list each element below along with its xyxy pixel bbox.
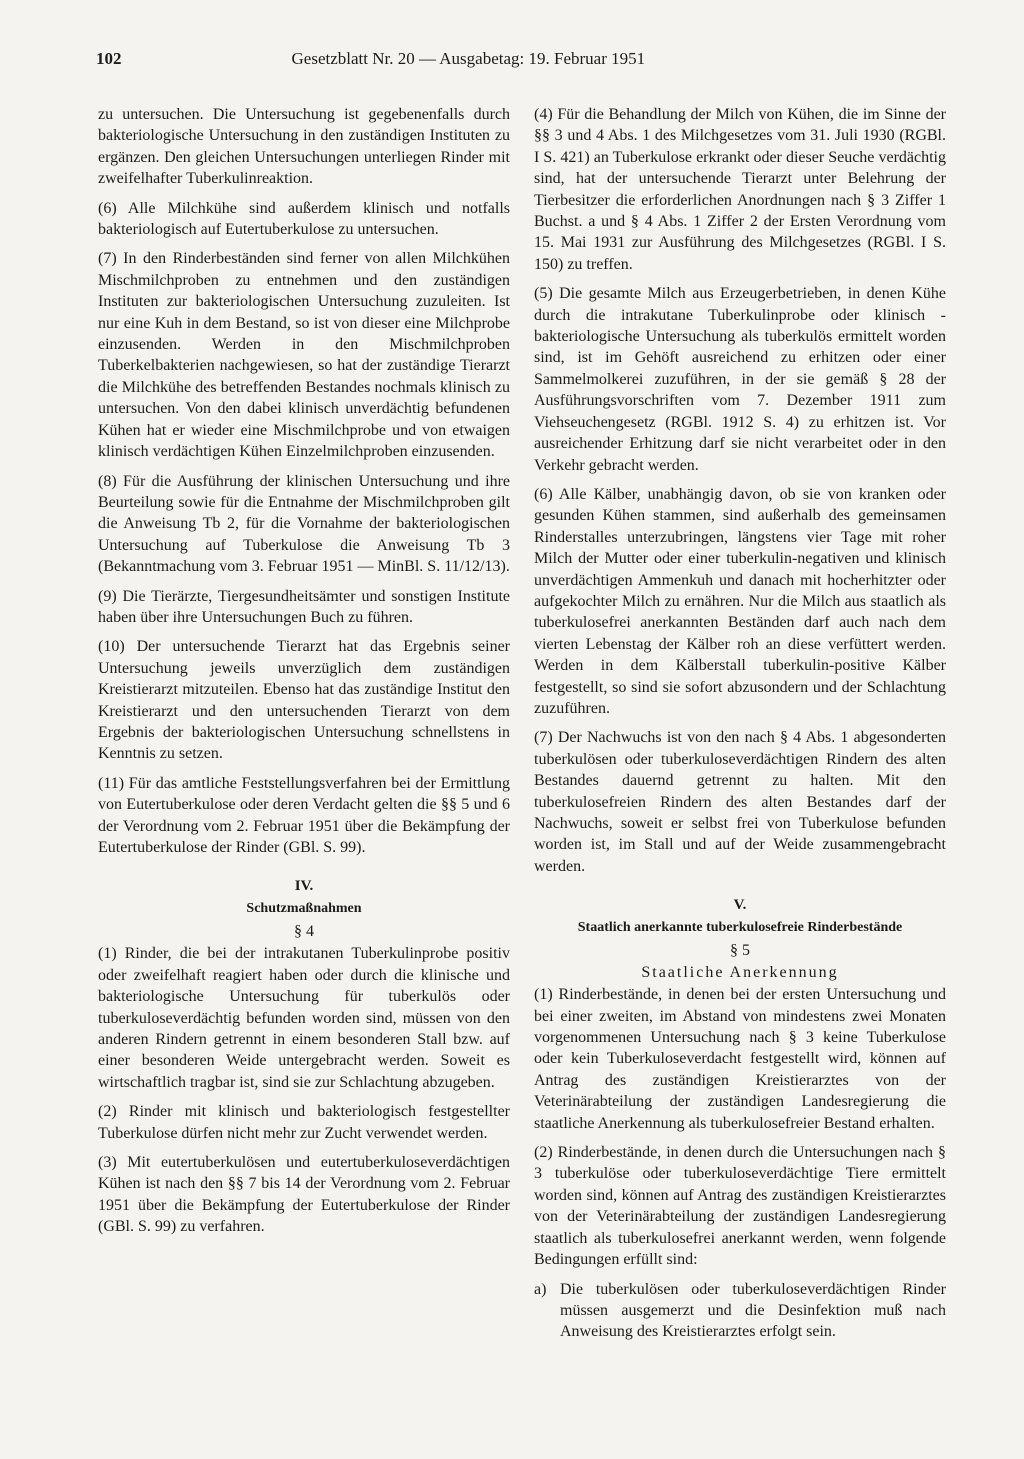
paragraph-sign: § 4 — [294, 923, 314, 941]
paragraph: (7) In den Rinderbeständen sind ferner von allen Milchkühen Mischmilchproben zu entnehmen und den zuständigen Instituten zur bakteriologischen Untersuchung zuzuleiten. Ist nur eine Kuh in dem Bestand, so ist von dieser eine Milchprobe einzusenden. Werden in den Mischmilchproben Tuberkelbakterien nachgewiesen, so hat der zuständige Tierarzt die Milchkühe des betreffenden Bestandes nochmals klinisch zu untersuchen. Von den dabei klinisch unverdächtig befundenen Kühen hat er wieder eine Mischmilchprobe und von etwaigen klinisch verdächtigen Kühen Einzelmilchproben einzusenden. — [98, 250, 510, 461]
paragraph: (7) Der Nachwuchs ist von den nach § 4 Abs. 1 abgesonderten tuberkulösen oder tuberkuloseverdächtigen Rindern des alten Bestandes dauernd getrennt zu halten. Mit den tuberkulosefreien Rindern des alten Bestandes darf der Nachwuchs, soweit er selbst frei von Tuberkulose befunden worden ist, im Stall und auf der Weide zusammengebracht werden. — [534, 729, 946, 875]
paragraph: (5) Die gesamte Milch aus Erzeugerbetrieben, in denen Kühe durch die intrakutane Tuberkulinprobe oder klinisch - bakteriologische Untersuchung als tuberkulös ermittelt worden sind, ist im Gehöft ausreichend zu erhitzen oder einer Sammelmolkerei zuzuführen, in der sie gemäß § 28 der Ausführungsvorschriften vom 7. Dezember 1911 zum Viehseuchengesetz (RGBl. 1912 S. 4) zu erhitzen ist. Vor ausreichender Erhitzung darf sie nicht verarbeitet oder in den Verkehr gebracht werden. — [534, 285, 946, 474]
right-column — [534, 104, 946, 1343]
list-item — [534, 1279, 946, 1343]
paragraph: (2) Rinderbestände, in denen durch die Untersuchungen nach § 3 tuberkulöse oder tuberkuloseverdächtige Tiere ermittelt worden sind, können auf Antrag des zuständigen Kreistierarztes von der Veterinärabteilung der zuständigen Landesregierung staatlich als tuberkulosefrei anerkannt werden, wenn folgende Bedingungen erfüllt sind: — [534, 1144, 946, 1269]
paragraph: (2) Rinder mit klinisch und bakteriologisch festgestellter Tuberkulose dürfen nicht mehr zur Zucht verwendet werden. — [98, 1103, 510, 1142]
section-number: V. — [733, 897, 747, 914]
paragraph: (8) Für die Ausführung der klinischen Untersuchung und ihre Beurteilung sowie für die Entnahme der Mischmilchproben gilt die Anweisung Tb 2, für die Vornahme der bakteriologischen Untersuchung auf Tuberkulose die Anweisung Tb 3 (Bekanntmachung vom 3. Februar 1951 — MinBl. S. 11/12/13). — [98, 472, 510, 576]
section-title: Schutzmaßnahmen — [246, 901, 362, 917]
page-header — [96, 48, 736, 70]
list-item-text: Die tuberkulösen oder tuberkuloseverdächtigen Rinder müssen ausgemerzt und die Desinfektion muß nach Anweisung des Kreistierarztes erfolgt sein. — [560, 1280, 946, 1341]
paragraph: (1) Rinderbestände, in denen bei der ersten Untersuchung und bei einer zweiten, im Abstand von mindestens zwei Monaten vorgenommenen Untersuchung nach § 3 keine Tuberkulose oder kein Tuberkuloseverdacht festgestellt wird, können auf Antrag des zuständigen Kreistierarztes von der Veterinärabteilung der zuständigen Landesregierung die staatliche Anerkennung als tuberkulosefreier Bestand erhalten. — [534, 986, 946, 1132]
paragraph: (6) Alle Kälber, unabhängig davon, ob sie von kranken oder gesunden Kühen stammen, sind außerhalb des gemeinsamen Rinderstalles unterzubringen, längstens vier Tage mit roher Milch der Mutter oder einer tuberkulin-negativen und klinisch unverdächtigen Ammenkuh und danach mit hocherhitzter oder aufgekochter Milch zu ernähren. Nur die Milch aus staatlich als tuberkulosefrei anerkannten Beständen darf auch nach dem vierten Lebenstag der Kälber roh an diese verfüttert werden. Werden in dem Kälberstall tuberkulin-positive Kälber festgestellt, so sind sie sofort abzusondern und der Schlachtung zuzuführen. — [534, 485, 946, 717]
paragraph: (10) Der untersuchende Tierarzt hat das Ergebnis seiner Untersuchung jeweils unverzüglich dem zuständigen Kreistierarzt mitzuteilen. Ebenso hat das zuständige Institut den Kreistierarzt und den untersuchenden Tierarzt von dem Ergebnis der bakteriologischen Untersuchung schnellstens in Kenntnis zu setzen. — [98, 638, 510, 763]
paragraph: zu untersuchen. Die Untersuchung ist gegebenenfalls durch bakteriologische Untersuchung in den zuständigen Instituten zu ergänzen. Den gleichen Untersuchungen unterliegen Rinder mit zweifelhafter Tuberkulinreaktion. — [98, 106, 510, 188]
gazette-title: Gesetzblatt Nr. 20 — Ausgabetag: 19. Februar 1951 — [291, 49, 646, 68]
page-number: 102 — [96, 49, 122, 68]
paragraph: (9) Die Tierärzte, Tiergesundheitsämter und sonstigen Institute haben über ihre Untersuchungen Buch zu führen. — [98, 587, 510, 626]
left-column — [98, 104, 510, 1246]
paragraph: (3) Mit eutertuberkulösen und eutertuberkuloseverdächtigen Kühen ist nach den §§ 7 bis 14 der Verordnung vom 2. Februar 1951 über die Bekämpfung der Eutertuberkulose der Rinder (GBl. S. 99) zu verfahren. — [98, 1154, 510, 1236]
paragraph: (4) Für die Behandlung der Milch von Kühen, die im Sinne der §§ 3 und 4 Abs. 1 des Milchgesetzes vom 31. Juli 1930 (RGBl. I S. 421) an Tuberkulose erkrankt oder dieser Seuche verdächtig sind, hat der untersuchende Tierarzt unter Belehrung der Tierbesitzer die erforderlichen Anordnungen nach § 3 Ziffer 1 Buchst. a und § 4 Abs. 1 Ziffer 2 der Ersten Verordnung vom 15. Mai 1931 zur Ausführung des Milchgesetzes (RGBl. I S. 150) zu treffen. — [534, 106, 946, 273]
paragraph-sign: § 5 — [730, 942, 750, 960]
paragraph: (1) Rinder, die bei der intrakutanen Tuberkulinprobe positiv oder zweifelhaft reagiert haben oder durch die klinische und bakteriologische Untersuchung für tuberkulös oder tuberkuloseverdächtig befunden worden sind, müssen von den anderen Rindern getrennt in einem besonderen Stall bzw. auf einer besonderen Weide untergebracht werden. Soweit es wirtschaftlich tragbar ist, sind sie zur Schlachtung abzugeben. — [98, 945, 510, 1091]
section-title: Staatlich anerkannte tuberkulosefreie Rinderbestände — [577, 920, 903, 936]
paragraph: (11) Für das amtliche Feststellungsverfahren bei der Ermittlung von Eutertuberkulose oder deren Verdacht gelten die §§ 5 und 6 der Verordnung vom 2. Februar 1951 über die Bekämpfung der Eutertuberkulose der Rinder (GBl. S. 99). — [98, 774, 510, 856]
list-item-label: a) — [534, 1280, 547, 1298]
paragraph: (6) Alle Milchkühe sind außerdem klinisch und notfalls bakteriologisch auf Eutertuberkulose zu untersuchen. — [98, 199, 510, 239]
paragraph-subtitle: Staatliche Anerkennung — [641, 964, 839, 982]
section-number: IV. — [294, 878, 314, 895]
